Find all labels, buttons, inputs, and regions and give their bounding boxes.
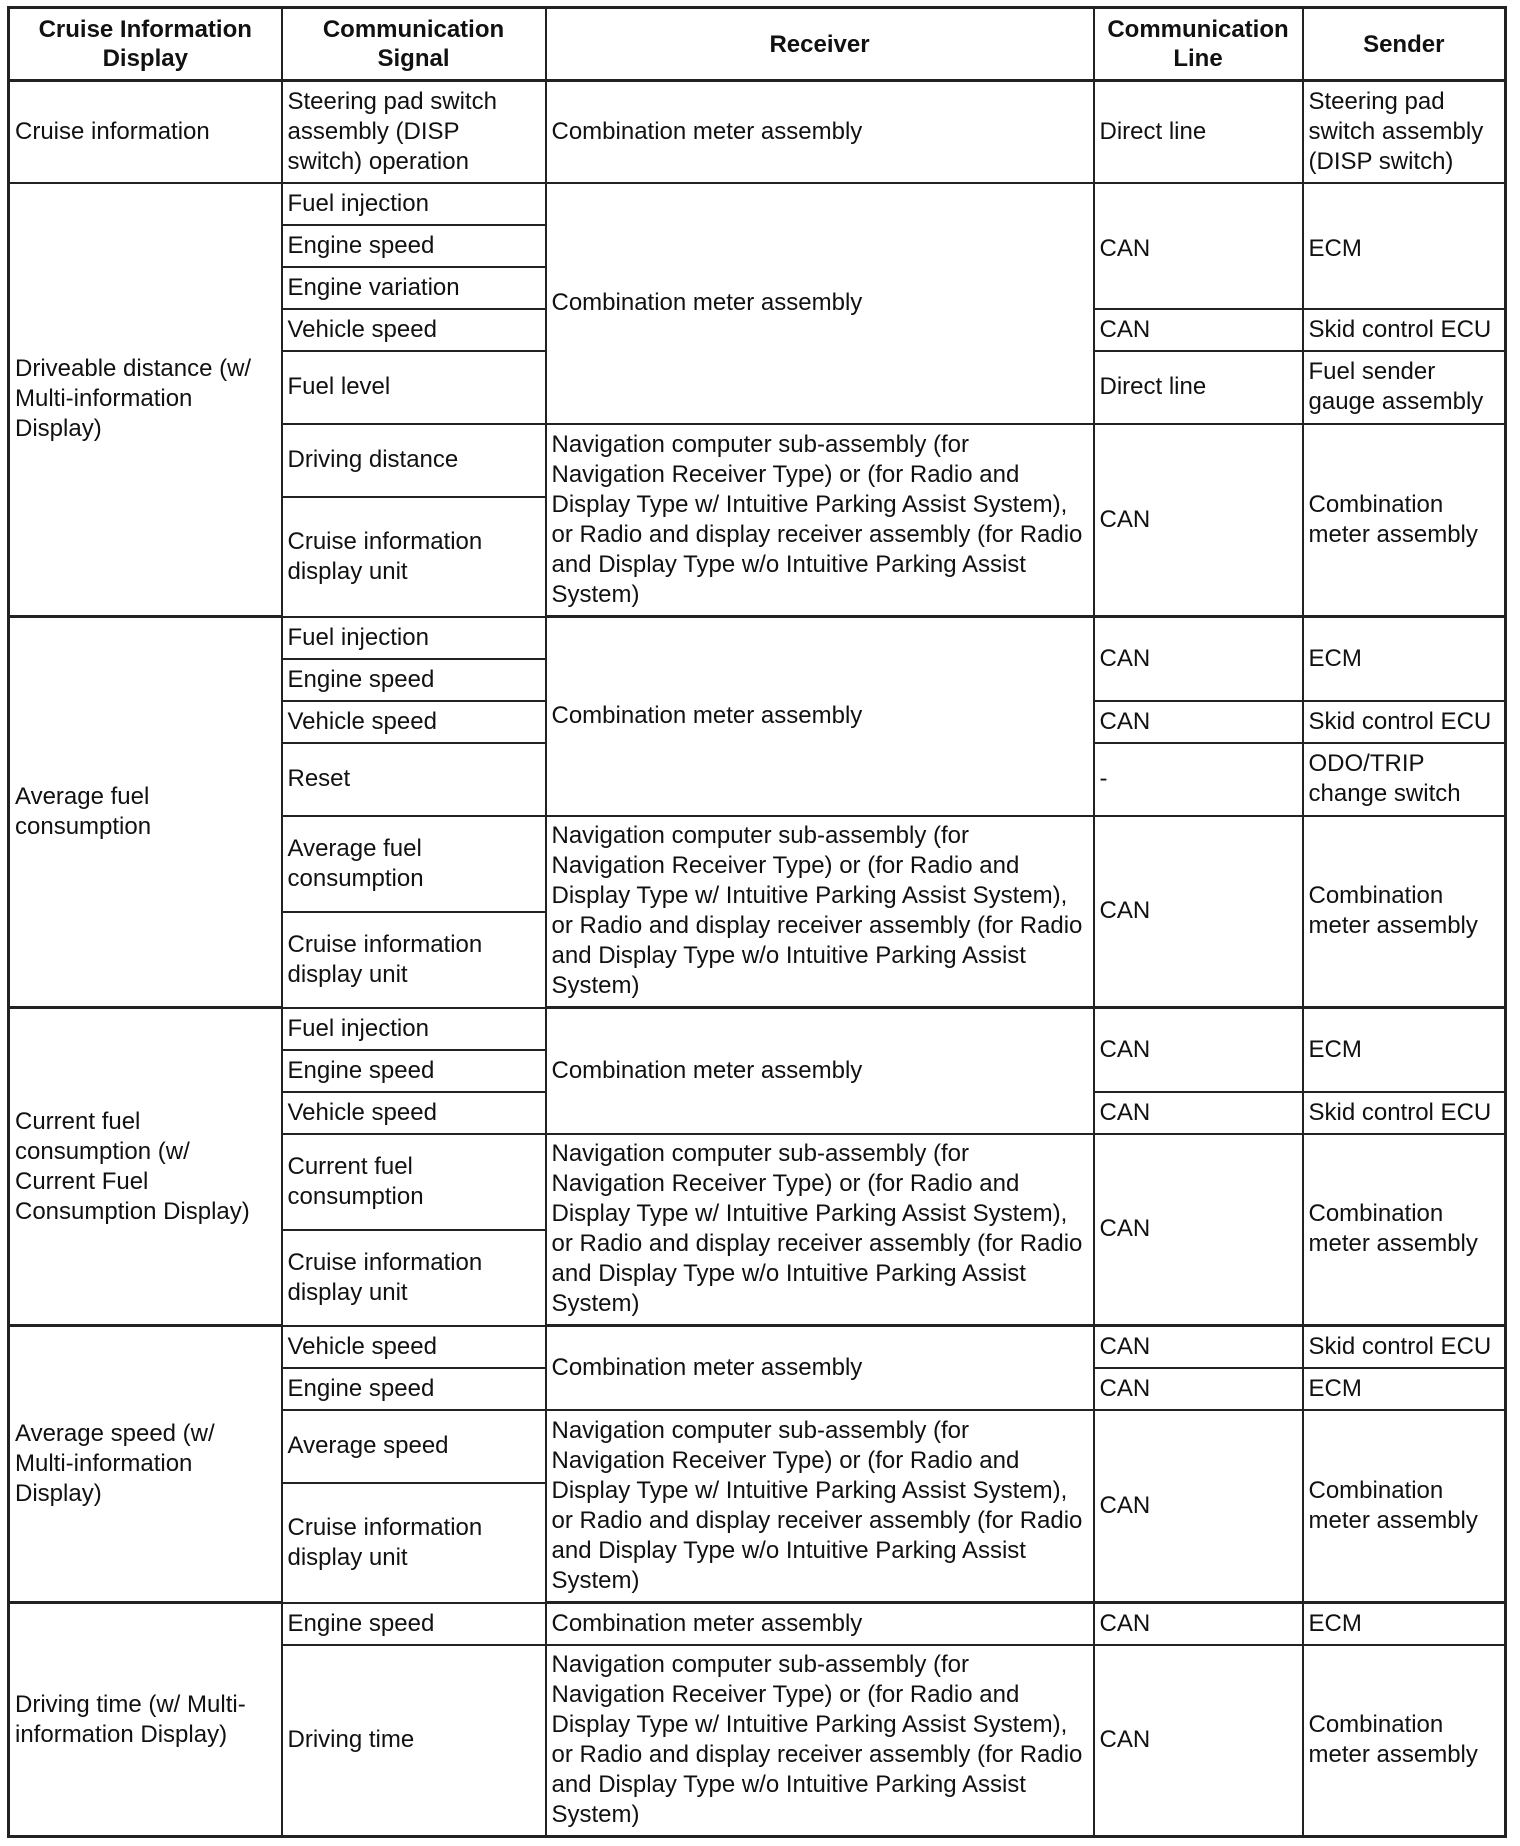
- signal-cell: Cruise information display unit: [282, 1230, 546, 1326]
- header-row: [9, 8, 1506, 81]
- signal-cell: Cruise information display unit: [282, 912, 546, 1008]
- line-cell: CAN: [1094, 1326, 1303, 1368]
- signal-cell: Average speed: [282, 1410, 546, 1483]
- receiver-cell: Combination meter assembly: [546, 81, 1094, 183]
- line-cell: CAN: [1094, 183, 1303, 309]
- line-cell: CAN: [1094, 1645, 1303, 1837]
- sender-cell: Steering pad switch assembly (DISP switch): [1303, 81, 1506, 183]
- sender-cell: ECM: [1303, 617, 1506, 701]
- table-row: [9, 1326, 1506, 1368]
- header-signal: Communication Signal: [282, 8, 546, 81]
- sender-cell: ODO/TRIP change switch: [1303, 743, 1506, 816]
- line-cell: CAN: [1094, 617, 1303, 701]
- signal-cell: Vehicle speed: [282, 1326, 546, 1368]
- sender-cell: Combination meter assembly: [1303, 1645, 1506, 1837]
- signal-cell: Driving time: [282, 1645, 546, 1837]
- line-cell: CAN: [1094, 1008, 1303, 1092]
- table-row: [9, 183, 1506, 225]
- table-row: [9, 1603, 1506, 1645]
- sender-cell: Skid control ECU: [1303, 1092, 1506, 1134]
- signal-cell: Average fuel consumption: [282, 816, 546, 912]
- sender-cell: ECM: [1303, 1368, 1506, 1410]
- line-cell: CAN: [1094, 816, 1303, 1008]
- signal-cell: Engine variation: [282, 267, 546, 309]
- sender-cell: ECM: [1303, 183, 1506, 309]
- sender-cell: ECM: [1303, 1603, 1506, 1645]
- signal-cell: Cruise information display unit: [282, 1483, 546, 1603]
- display-cell: Average fuel consumption: [9, 617, 282, 1008]
- receiver-cell: Navigation computer sub-assembly (for Navigation Receiver Type) or (for Radio and Display Type w/ Intuitive Parking Assist System), or Radio and display receiver assembly (for Radio and Display Type w/o Intuitive Parking Assist System): [546, 1410, 1094, 1603]
- signal-cell: Vehicle speed: [282, 1092, 546, 1134]
- signal-cell: Fuel injection: [282, 1008, 546, 1050]
- receiver-cell: Combination meter assembly: [546, 617, 1094, 816]
- table-row: [9, 81, 1506, 183]
- line-cell: CAN: [1094, 1092, 1303, 1134]
- sender-cell: Combination meter assembly: [1303, 424, 1506, 617]
- receiver-cell: Navigation computer sub-assembly (for Navigation Receiver Type) or (for Radio and Display Type w/ Intuitive Parking Assist System), or Radio and display receiver assembly (for Radio and Display Type w/o Intuitive Parking Assist System): [546, 424, 1094, 617]
- signal-cell: Fuel level: [282, 351, 546, 424]
- signal-cell: Engine speed: [282, 1603, 546, 1645]
- line-cell: CAN: [1094, 424, 1303, 617]
- line-cell: CAN: [1094, 1410, 1303, 1603]
- signal-cell: Current fuel consumption: [282, 1134, 546, 1230]
- display-cell: Average speed (w/ Multi-information Display): [9, 1326, 282, 1603]
- table-row: [9, 1008, 1506, 1050]
- signal-cell: Steering pad switch assembly (DISP switch) operation: [282, 81, 546, 183]
- signal-cell: Engine speed: [282, 225, 546, 267]
- line-cell: CAN: [1094, 309, 1303, 351]
- display-cell: Driveable distance (w/ Multi-information Display): [9, 183, 282, 617]
- receiver-cell: Combination meter assembly: [546, 1008, 1094, 1134]
- header-receiver: Receiver: [546, 8, 1094, 81]
- signal-cell: Reset: [282, 743, 546, 816]
- line-cell: Direct line: [1094, 81, 1303, 183]
- signal-cell: Vehicle speed: [282, 309, 546, 351]
- sender-cell: Combination meter assembly: [1303, 816, 1506, 1008]
- signal-cell: Fuel injection: [282, 183, 546, 225]
- receiver-cell: Combination meter assembly: [546, 1326, 1094, 1410]
- receiver-cell: Combination meter assembly: [546, 1603, 1094, 1645]
- header-display: Cruise Information Display: [9, 8, 282, 81]
- receiver-cell: Navigation computer sub-assembly (for Navigation Receiver Type) or (for Radio and Display Type w/ Intuitive Parking Assist System), or Radio and display receiver assembly (for Radio and Display Type w/o Intuitive Parking Assist System): [546, 1134, 1094, 1326]
- line-cell: -: [1094, 743, 1303, 816]
- line-cell: CAN: [1094, 1134, 1303, 1326]
- line-cell: CAN: [1094, 1368, 1303, 1410]
- line-cell: Direct line: [1094, 351, 1303, 424]
- receiver-cell: Navigation computer sub-assembly (for Navigation Receiver Type) or (for Radio and Display Type w/ Intuitive Parking Assist System), or Radio and display receiver assembly (for Radio and Display Type w/o Intuitive Parking Assist System): [546, 1645, 1094, 1837]
- header-line: Communication Line: [1094, 8, 1303, 81]
- receiver-cell: Navigation computer sub-assembly (for Navigation Receiver Type) or (for Radio and Display Type w/ Intuitive Parking Assist System), or Radio and display receiver assembly (for Radio and Display Type w/o Intuitive Parking Assist System): [546, 816, 1094, 1008]
- header-sender: Sender: [1303, 8, 1506, 81]
- signal-cell: Cruise information display unit: [282, 497, 546, 617]
- sender-cell: Combination meter assembly: [1303, 1134, 1506, 1326]
- signal-cell: Engine speed: [282, 1050, 546, 1092]
- signal-cell: Vehicle speed: [282, 701, 546, 743]
- signal-cell: Fuel injection: [282, 617, 546, 659]
- sender-cell: ECM: [1303, 1008, 1506, 1092]
- display-cell: Cruise information: [9, 81, 282, 183]
- display-cell: Driving time (w/ Multi-information Display): [9, 1603, 282, 1837]
- sender-cell: Fuel sender gauge assembly: [1303, 351, 1506, 424]
- receiver-cell: Combination meter assembly: [546, 183, 1094, 424]
- signal-cell: Engine speed: [282, 1368, 546, 1410]
- signal-cell: Driving distance: [282, 424, 546, 497]
- table-row: [9, 617, 1506, 659]
- sender-cell: Combination meter assembly: [1303, 1410, 1506, 1603]
- sender-cell: Skid control ECU: [1303, 1326, 1506, 1368]
- sender-cell: Skid control ECU: [1303, 701, 1506, 743]
- line-cell: CAN: [1094, 701, 1303, 743]
- display-cell: Current fuel consumption (w/ Current Fuel Consumption Display): [9, 1008, 282, 1326]
- sender-cell: Skid control ECU: [1303, 309, 1506, 351]
- communication-table: [7, 6, 1507, 1838]
- signal-cell: Engine speed: [282, 659, 546, 701]
- line-cell: CAN: [1094, 1603, 1303, 1645]
